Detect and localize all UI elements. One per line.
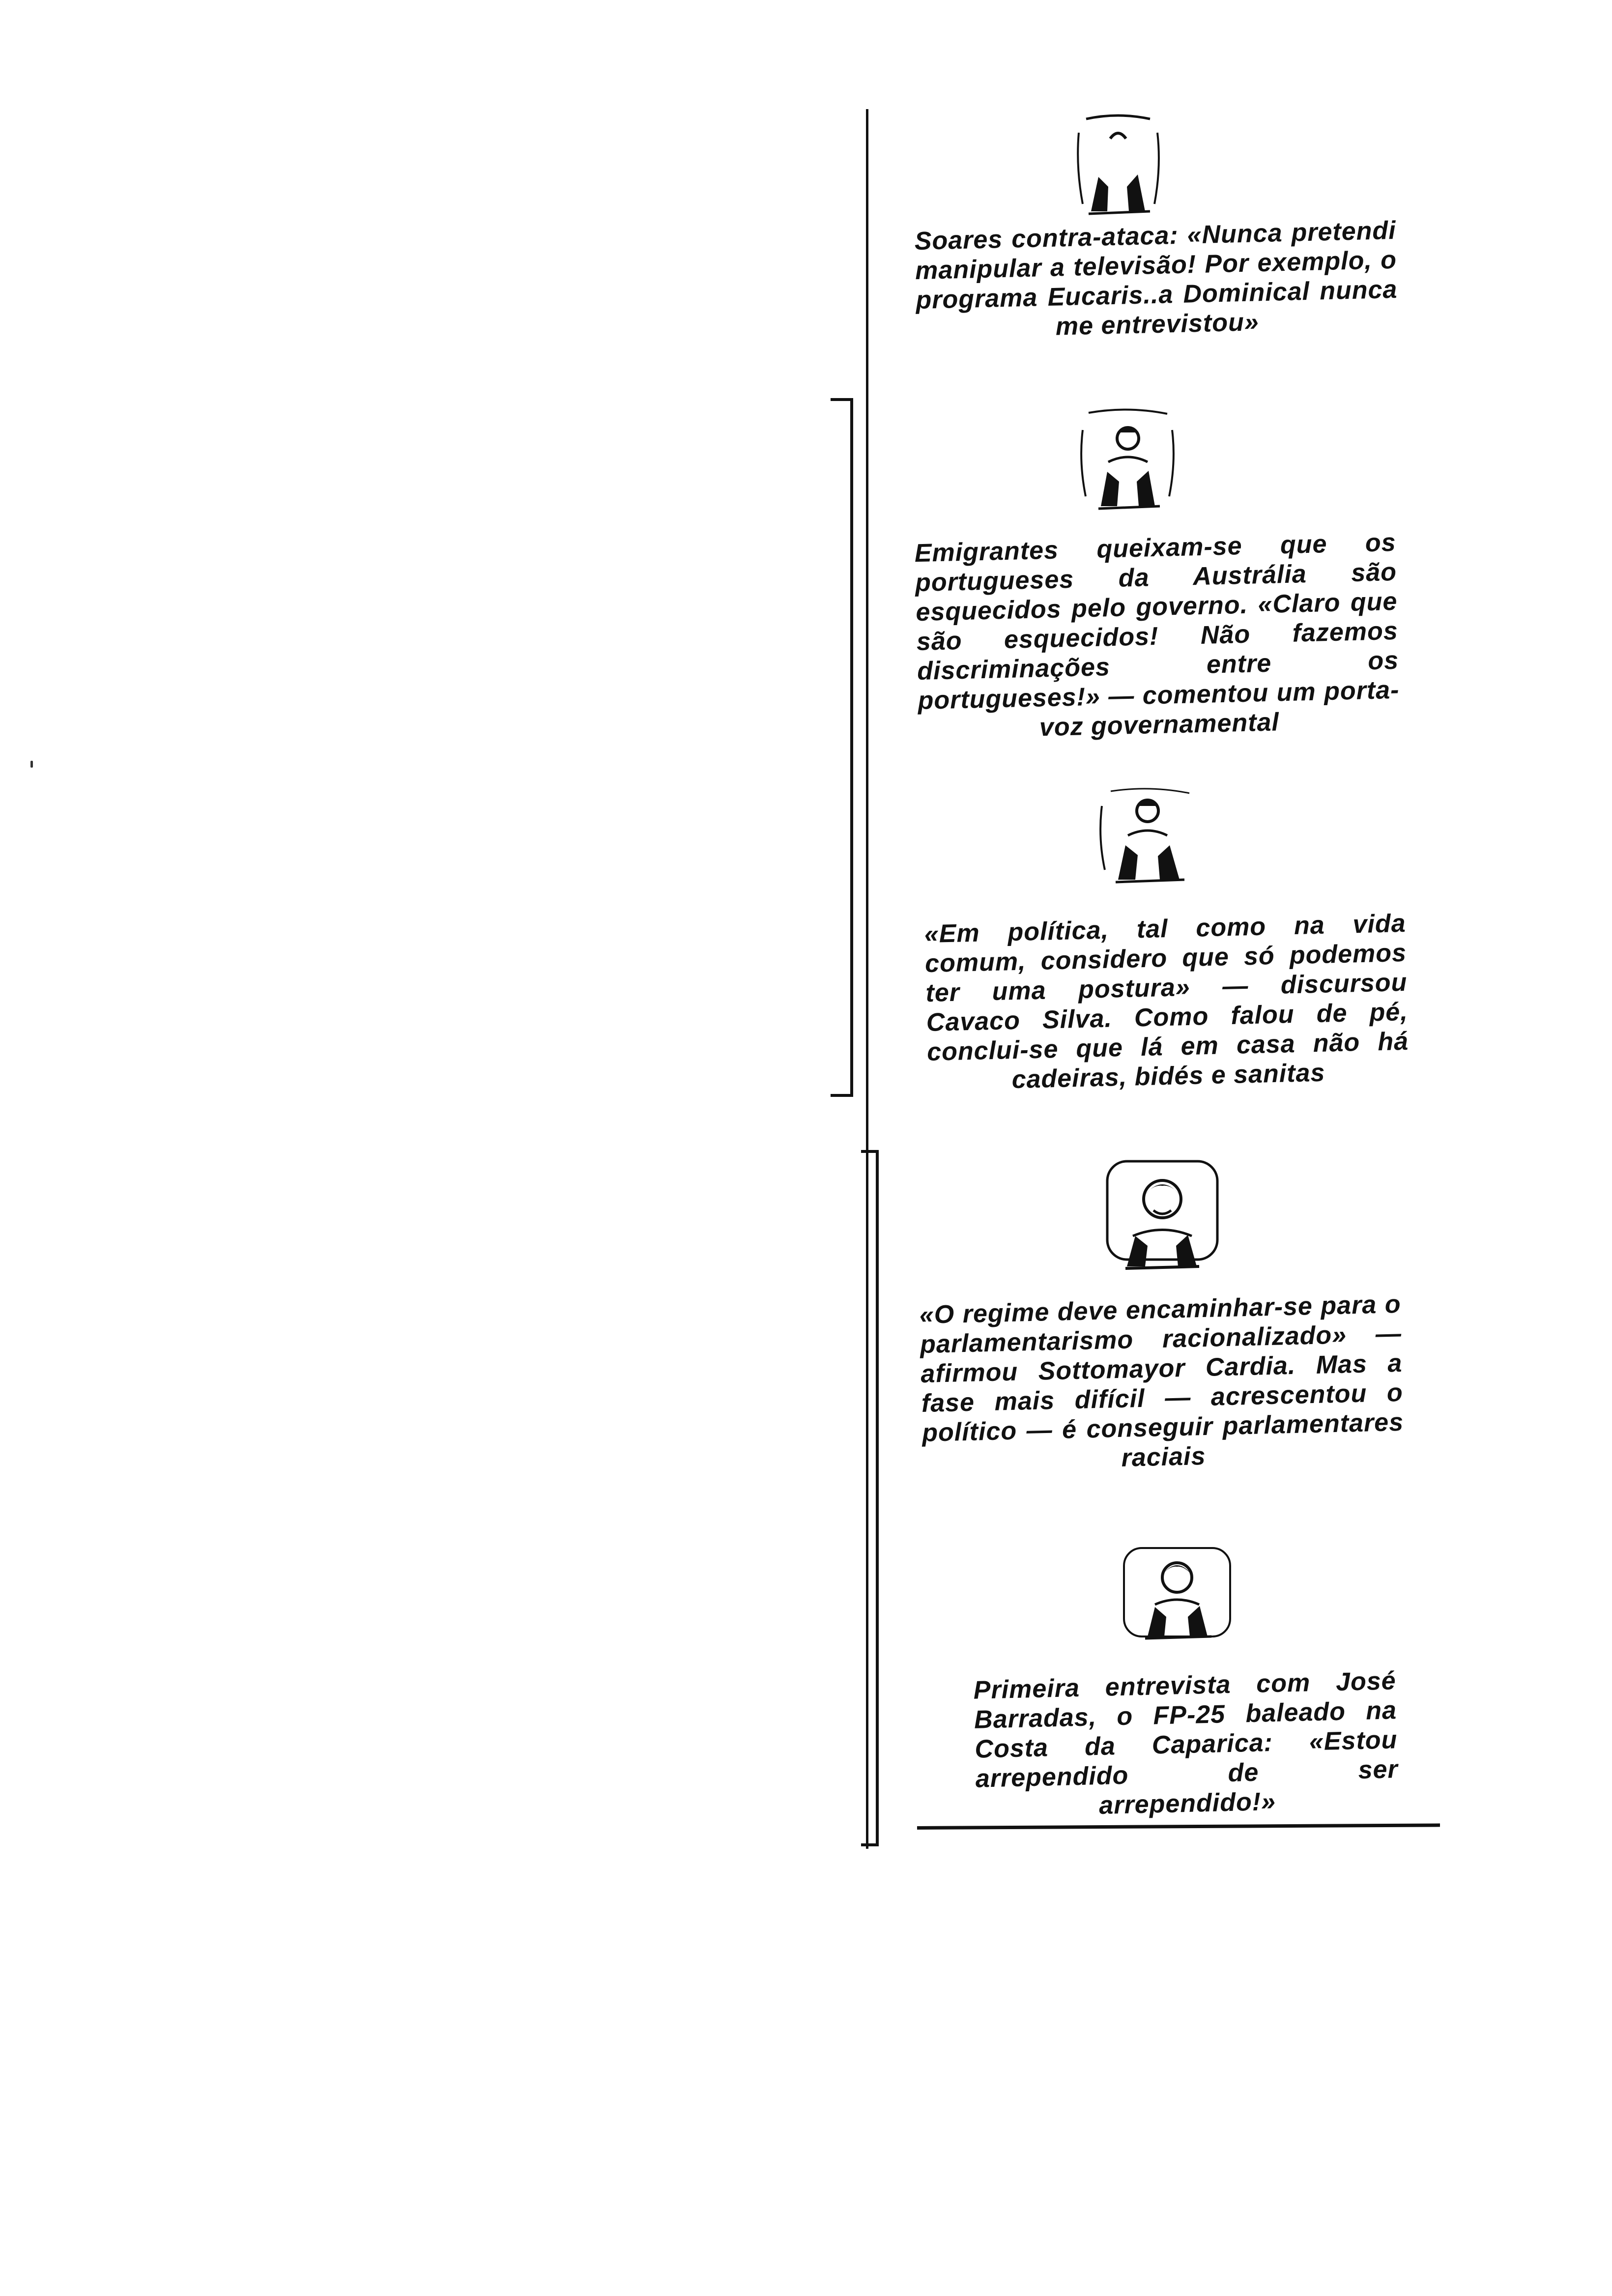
caption-text: Emigrantes queixam-se que os portugueses da Austrália são esquecidos pelo governo. «Claro que são esquecidos! Não fazemos discriminações entre os portugueses!» — comentou um porta-voz governamental [914,528,1400,742]
caption-text: Soares contra-ataca: «Nunca pretendi manipular a televisão! Por exemplo, o programa Eucaris..a Dominical nunca me entrevistou» [914,216,1398,341]
tv-cartoon-icon [1091,786,1199,885]
tv-cartoon-icon [1118,1543,1236,1641]
column-bottom-rule [917,1823,1440,1830]
upper-bracket [831,398,853,1097]
lower-bracket [861,1150,879,1846]
scan-speck [30,761,33,768]
caption-text: «Em política, tal como na vida comum, considero que só podemos ter uma postura» — discursou Cavaco Silva. Como falou de pé, conclui-se que lá em casa não há cadeiras, bidés e sanitas [924,909,1409,1094]
tv-cartoon-icon [1069,113,1167,216]
caption-text: «O regime deve encaminhar-se para o parlamentarismo racionalizado» — afirmou Sottomayor Cardia. Mas a fase mais difícil — acrescentou o político — é conseguir parlamentares raciais [919,1290,1404,1472]
tv-cartoon-icon [1074,408,1182,511]
caption-text: Primeira entrevista com José Barradas, o FP-25 baleado na Costa da Caparica: «Estou arrependido de ser arrependido!» [973,1666,1399,1820]
tv-cartoon-icon [1098,1157,1226,1270]
